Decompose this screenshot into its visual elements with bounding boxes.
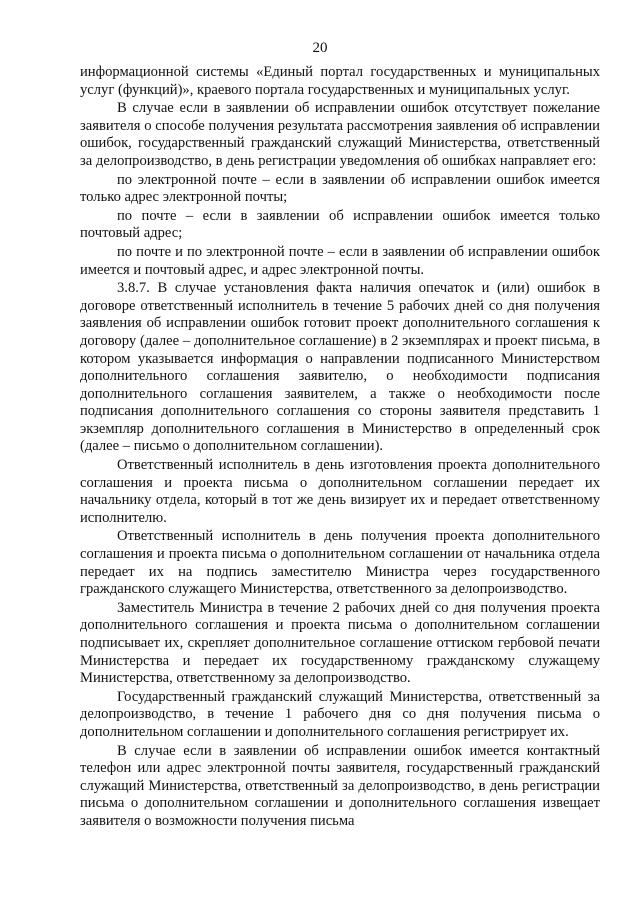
document-body (80, 64, 600, 832)
paragraph-no-method-preference: В случае если в заявлении об исправлении ошибок отсутствует пожелание заявителя о способе получения результата рассмотрения заявления об исправлении ошибок, государственный гражданский служащий Министерства, ответственный за делопроизводство, в день регистрации уведомления об ошибках направляет его: (80, 100, 600, 169)
page-number: 20 (312, 40, 328, 56)
paragraph-executor-submission: Ответственный исполнитель в день получения проекта дополнительного соглашения и проекта письма о дополнительном соглашении от начальника отдела передает их на подпись заместителю Министра через государственного гражданского служащего Министерства, ответственного за делопроизводство. (80, 528, 600, 598)
paragraph-by-post-and-email: по почте и по электронной почте – если в заявлении об исправлении ошибок имеется и почтовый адрес, и адрес электронной почты. (80, 243, 600, 278)
paragraph-deputy-minister-signing: Заместитель Министра в течение 2 рабочих дней со дня получения проекта дополнительного соглашения и проекта письма о дополнительном соглашении подписывает их, скрепляет дополнительное соглашение оттиском гербовой печати Министерства и передает их государственному гражданскому служащему Министерства, ответственному за делопроизводство. (80, 599, 600, 687)
paragraph-portal-continuation: информационной системы «Единый портал государственных и муниципальных услуг (функций)», краевого портала государственных и муниципальных услуг. (80, 64, 600, 98)
paragraph-by-email: по электронной почте – если в заявлении об исправлении ошибок имеется только адрес электронной почты; (80, 171, 600, 206)
paragraph-by-post: по почте – если в заявлении об исправлении ошибок имеется только почтовый адрес; (80, 207, 600, 242)
paragraph-notification: В случае если в заявлении об исправлении ошибок имеется контактный телефон или адрес электронной почты заявителя, государственный гражданский служащий Министерства, ответственный за делопроизводство, в день регистрации письма о дополнительном соглашении и дополнительного соглашения извещает заявителя о возможности получения письма (80, 742, 600, 829)
paragraph-executor-preparation: Ответственный исполнитель в день изготовления проекта дополнительного соглашения и проекта письма о дополнительном соглашении передает их начальнику отдела, который в тот же день визирует их и передает ответственному исполнителю. (80, 457, 600, 526)
paragraph-3-8-7: 3.8.7. В случае установления факта наличия опечаток и (или) ошибок в договоре ответственный исполнитель в течение 5 рабочих дней со дня получения заявления об исправлении ошибок готовит проект дополнительного соглашения к договору (далее – дополнительное соглашение) в 2 экземплярах и проект письма, в котором указывается информация о направлении подписанного Министерством дополнительного соглашения заявителю, о необходимости подписания дополнительного соглашения заявителем, а также о необходимости после подписания дополнительного соглашения со стороны заявителя представить 1 экземпляр дополнительного соглашения в Министерство в определенный срок (далее – письмо о дополнительном соглашении). (80, 280, 600, 455)
paragraph-registration: Государственный гражданский служащий Министерства, ответственный за делопроизводство, в течение 1 рабочего дня со дня получения письма о дополнительном соглашении и дополнительного соглашения регистрирует их. (80, 688, 600, 740)
